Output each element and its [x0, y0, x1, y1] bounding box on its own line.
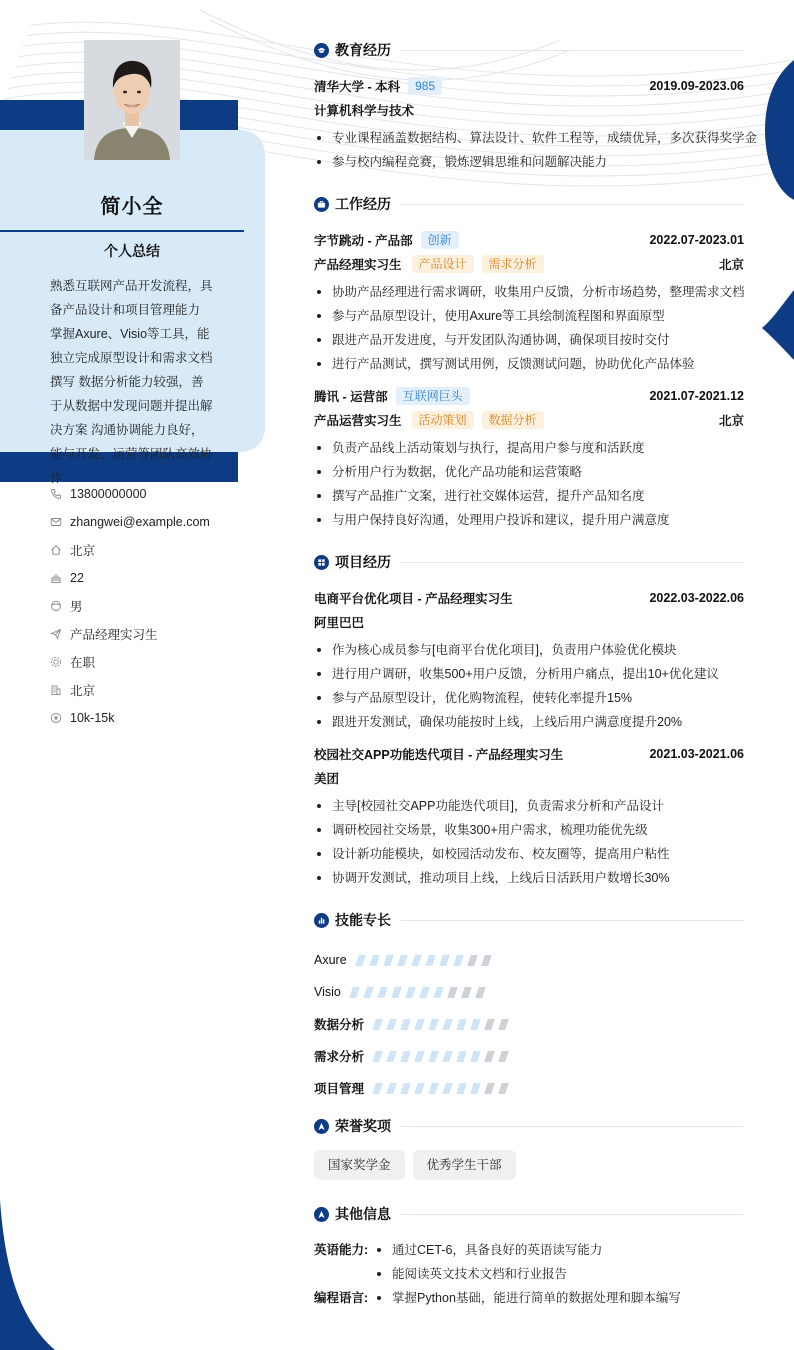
graduation-cap-icon	[314, 43, 329, 58]
skill-bar-filled	[349, 987, 360, 998]
skill-bar-filled	[397, 955, 408, 966]
skill-bar-empty	[498, 1051, 509, 1062]
skill-bar-filled	[414, 1083, 425, 1094]
list-item: 参与校内编程竞赛，锻炼逻辑思维和问题解决能力	[314, 150, 744, 174]
work-bullets	[314, 280, 744, 376]
project-org: 阿里巴巴	[314, 616, 365, 630]
contact-city-value: 北京	[70, 684, 96, 698]
education-date: 2019.09-2023.06	[649, 79, 744, 93]
skill-level-bar	[374, 1083, 514, 1094]
cake-icon	[50, 572, 62, 584]
education-school-row	[314, 74, 744, 98]
skill-bar-filled	[433, 987, 444, 998]
education-bullets	[314, 126, 758, 174]
work-item	[314, 384, 744, 532]
skill-bar-filled	[456, 1051, 467, 1062]
skill-bar-filled	[442, 1083, 453, 1094]
work-header	[314, 192, 744, 216]
avatar-illustration	[84, 40, 180, 160]
skill-bar-filled	[372, 1083, 383, 1094]
skill-bar-filled	[355, 955, 366, 966]
contact-position	[50, 620, 250, 648]
list-item: 协助产品经理进行需求调研，收集用户反馈，分析市场趋势，整理需求文档	[314, 280, 744, 304]
skill-bar-filled	[414, 1051, 425, 1062]
list-item: 跟进开发测试，确保功能按时上线，上线后用户满意度提升20%	[314, 710, 744, 734]
list-item: 设计新功能模块，如校园活动发布、校友圈等，提高用户粘性	[314, 842, 744, 866]
list-item: 调研校园社交场景，收集300+用户需求，梳理功能优先级	[314, 818, 744, 842]
skill-name: Axure	[314, 953, 347, 967]
other-header	[314, 1202, 744, 1226]
list-item: 协调开发测试，推动项目上线，上线后日活跃用户数增长30%	[314, 866, 744, 890]
company-name: 字节跳动 - 产品部	[314, 234, 413, 248]
contact-status-value: 在职	[70, 656, 96, 670]
skill-bar-filled	[470, 1083, 481, 1094]
project-date: 2021.03-2021.06	[649, 747, 744, 761]
skill-tag: 需求分析	[482, 255, 544, 273]
skill-bar-filled	[383, 955, 394, 966]
other-title: 其他信息	[335, 1206, 391, 1222]
skill-row	[314, 1040, 744, 1072]
company-tag: 创新	[421, 231, 459, 249]
skill-bar-empty	[447, 987, 458, 998]
section-divider	[401, 50, 744, 51]
awards-title: 荣誉奖项	[335, 1118, 391, 1134]
skill-bar-filled	[372, 1051, 383, 1062]
skill-bar-empty	[484, 1019, 495, 1030]
award-chip: 国家奖学金	[314, 1150, 405, 1180]
skill-bar-filled	[442, 1019, 453, 1030]
skill-bar-filled	[456, 1083, 467, 1094]
section-divider	[401, 920, 744, 921]
project-name: 电商平台优化项目 - 产品经理实习生	[314, 592, 513, 606]
home-icon	[50, 544, 62, 556]
summary-text: 熟悉互联网产品开发流程，具备产品设计和项目管理能力 掌握Axure、Visio等工具，能独立完成原型设计和需求文档撰写 数据分析能力较强，善于从数据中发现问题并提出解决方案 沟通协调能力良好，能与开发、运营等团队高效协作	[50, 279, 213, 485]
work-bullets	[314, 436, 744, 532]
skill-bar-empty	[475, 987, 486, 998]
skill-bar-filled	[470, 1019, 481, 1030]
work-date: 2021.07-2021.12	[649, 389, 744, 403]
skill-bar-empty	[461, 987, 472, 998]
skill-bar-filled	[428, 1019, 439, 1030]
projects-header	[314, 550, 744, 574]
skill-bar-filled	[428, 1051, 439, 1062]
skill-bar-filled	[400, 1019, 411, 1030]
list-item: 撰写产品推广文案，进行社交媒体运营，提升产品知名度	[314, 484, 744, 508]
phone-icon	[50, 488, 62, 500]
school-tag: 985	[408, 77, 442, 95]
skill-tag: 数据分析	[482, 411, 544, 429]
award-list	[314, 1150, 744, 1180]
skill-bar-filled	[377, 987, 388, 998]
mail-icon	[50, 516, 62, 528]
list-item: 通过CET-6，具备良好的英语读写能力	[374, 1238, 602, 1262]
skill-tag: 活动策划	[412, 411, 474, 429]
job-role: 产品运营实习生	[314, 414, 402, 428]
send-icon	[50, 628, 62, 640]
salary-icon	[50, 712, 62, 724]
work-title: 工作经历	[335, 196, 391, 212]
list-item: 主导[校园社交APP功能迭代项目]，负责需求分析和产品设计	[314, 794, 744, 818]
work-item	[314, 228, 744, 376]
skill-bar-filled	[372, 1019, 383, 1030]
skill-name: Visio	[314, 985, 341, 999]
list-item: 能阅读英文技术文档和行业报告	[374, 1262, 602, 1286]
skill-bar-filled	[425, 955, 436, 966]
other-row-programming	[314, 1286, 744, 1310]
summary-title: 个人总结	[104, 243, 160, 259]
bar-chart-icon	[314, 913, 329, 928]
job-role: 产品经理实习生	[314, 258, 402, 272]
education-major-row	[314, 98, 744, 122]
skill-bar-filled	[439, 955, 450, 966]
education-header	[314, 38, 744, 62]
skill-bar-filled	[386, 1083, 397, 1094]
work-date: 2022.07-2023.01	[649, 233, 744, 247]
list-item: 负责产品线上活动策划与执行，提高用户参与度和活跃度	[314, 436, 744, 460]
skill-bar-empty	[467, 955, 478, 966]
award-icon	[314, 1119, 329, 1134]
project-date: 2022.03-2022.06	[649, 591, 744, 605]
skill-row	[314, 1008, 744, 1040]
skill-bar-filled	[386, 1019, 397, 1030]
contact-position-value: 产品经理实习生	[70, 628, 158, 642]
skill-bar-filled	[400, 1051, 411, 1062]
list-item: 作为核心成员参与[电商平台优化项目]，负责用户体验优化模块	[314, 638, 744, 662]
list-item: 参与产品原型设计，优化购物流程，使转化率提升15%	[314, 686, 744, 710]
major: 计算机科学与技术	[314, 104, 415, 118]
contact-gender-value: 男	[70, 600, 83, 614]
work-city: 北京	[718, 258, 744, 272]
skill-bar-filled	[456, 1019, 467, 1030]
company-name: 腾讯 - 运营部	[314, 390, 388, 404]
other-key: 编程语言:	[314, 1291, 369, 1305]
skill-bar-empty	[498, 1083, 509, 1094]
awards-header	[314, 1114, 744, 1138]
skills-title: 技能专长	[335, 912, 391, 928]
skill-bar-filled	[453, 955, 464, 966]
education-title: 教育经历	[335, 42, 391, 58]
skill-bar-filled	[386, 1051, 397, 1062]
skill-name: 数据分析	[314, 1018, 365, 1032]
skill-tag: 产品设计	[412, 255, 474, 273]
skill-bar-filled	[391, 987, 402, 998]
skill-bar-filled	[414, 1019, 425, 1030]
skill-bar-filled	[369, 955, 380, 966]
main-content	[314, 38, 758, 1310]
project-bullets	[314, 638, 744, 734]
list-item: 进行产品测试，撰写测试用例，反馈测试问题，协助优化产品体验	[314, 352, 744, 376]
project-item	[314, 742, 744, 890]
contact-phone	[50, 480, 250, 508]
skill-bar-filled	[405, 987, 416, 998]
contact-gender	[50, 592, 250, 620]
skill-bar-filled	[400, 1083, 411, 1094]
contact-age-value: 22	[70, 571, 84, 585]
building-icon	[50, 684, 62, 696]
project-name: 校园社交APP功能迭代项目 - 产品经理实习生	[314, 748, 564, 762]
contact-email	[50, 508, 250, 536]
skill-level-bar	[357, 955, 497, 966]
school-name: 清华大学 - 本科	[314, 80, 401, 94]
skill-bar-empty	[498, 1019, 509, 1030]
project-item	[314, 586, 744, 734]
list-item: 与用户保持良好沟通，处理用户投诉和建议，提升用户满意度	[314, 508, 744, 532]
other-row-english	[314, 1238, 744, 1286]
skill-level-bar	[351, 987, 491, 998]
status-icon	[50, 656, 62, 668]
skill-bar-filled	[411, 955, 422, 966]
skill-bar-empty	[484, 1051, 495, 1062]
gender-icon	[50, 600, 62, 612]
grid-icon	[314, 555, 329, 570]
contact-list	[50, 480, 250, 732]
skill-row	[314, 1072, 744, 1104]
list-item: 参与产品原型设计，使用Axure等工具绘制流程图和界面原型	[314, 304, 744, 328]
briefcase-icon	[314, 197, 329, 212]
contact-salary	[50, 704, 250, 732]
award-chip: 优秀学生干部	[413, 1150, 516, 1180]
skill-row	[314, 976, 744, 1008]
contact-salary-value: 10k-15k	[70, 711, 115, 725]
skill-bar-filled	[419, 987, 430, 998]
skill-bar-filled	[428, 1083, 439, 1094]
skill-bar-filled	[363, 987, 374, 998]
other-key: 英语能力:	[314, 1243, 369, 1257]
list-item: 掌握Python基础，能进行简单的数据处理和脚本编写	[374, 1286, 681, 1310]
skills-header	[314, 908, 744, 932]
section-divider	[401, 562, 744, 563]
contact-age	[50, 564, 250, 592]
list-item: 跟进产品开发进度，与开发团队沟通协调，确保项目按时交付	[314, 328, 744, 352]
section-divider	[401, 1214, 744, 1215]
skill-list	[314, 944, 744, 1104]
skill-bar-filled	[470, 1051, 481, 1062]
skill-bar-filled	[442, 1051, 453, 1062]
skill-row	[314, 944, 744, 976]
contact-phone-value: 13800000000	[70, 487, 147, 501]
skill-level-bar	[374, 1019, 514, 1030]
company-tag: 互联网巨头	[396, 387, 470, 405]
list-item: 专业课程涵盖数据结构、算法设计、软件工程等，成绩优异，多次获得奖学金	[314, 126, 744, 150]
project-org: 美团	[314, 772, 340, 786]
project-bullets	[314, 794, 744, 890]
list-item: 分析用户行为数据，优化产品功能和运营策略	[314, 460, 744, 484]
list-item: 进行用户调研，收集500+用户反馈，分析用户痛点，提出10+优化建议	[314, 662, 744, 686]
section-divider	[401, 1126, 744, 1127]
skill-bar-empty	[481, 955, 492, 966]
profile-photo	[84, 40, 180, 160]
contact-status	[50, 648, 250, 676]
info-icon	[314, 1207, 329, 1222]
skill-level-bar	[374, 1051, 514, 1062]
name-divider	[0, 230, 244, 232]
contact-hometown-value: 北京	[70, 544, 96, 558]
skill-bar-empty	[484, 1083, 495, 1094]
contact-email-value: zhangwei@example.com	[70, 515, 210, 529]
contact-hometown	[50, 536, 250, 564]
person-name: 简小全	[100, 196, 164, 218]
skill-name: 需求分析	[314, 1050, 365, 1064]
skill-name: 项目管理	[314, 1082, 365, 1096]
work-city: 北京	[718, 414, 744, 428]
section-divider	[401, 204, 744, 205]
projects-title: 项目经历	[335, 554, 391, 570]
contact-city	[50, 676, 250, 704]
